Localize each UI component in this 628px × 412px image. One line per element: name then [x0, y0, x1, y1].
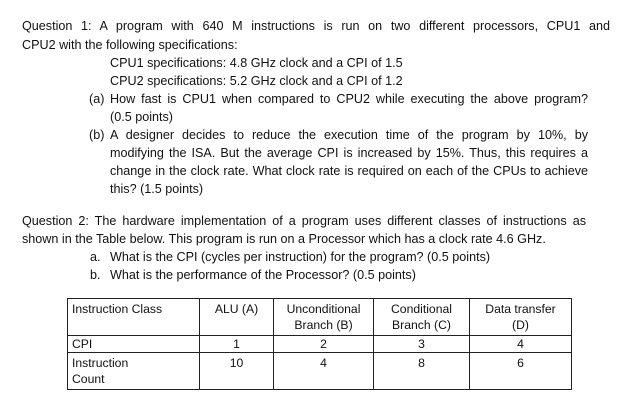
cell-count-unconditional: 4 [274, 353, 374, 390]
row-label-instruction-count: Instruction Count [68, 353, 200, 390]
q1-intro-line-1: Question 1: A program with 640 M instructions is run on two different processors, CPU1 and [22, 19, 610, 33]
cell-count-alu: 10 [200, 353, 274, 390]
header-conditional-branch: Conditional Branch (C) [374, 299, 470, 336]
cell-count-conditional: 8 [374, 353, 470, 390]
q1-spec-cpu1: CPU1 specifications: 4.8 GHz clock and a CPI of 1.5 [110, 56, 403, 70]
instruction-class-table [67, 298, 572, 390]
q1-part-b-line-3: change in the clock rate. What clock rate is required on each of the CPUs to achieve [110, 164, 588, 178]
header-alu: ALU (A) [200, 299, 274, 336]
cell-cpi-alu: 1 [200, 336, 274, 353]
row-label-cpi: CPI [68, 336, 200, 353]
q2-intro-line-1: Question 2: The hardware implementation of a program uses different classes of instructions as [22, 214, 586, 228]
q1-part-a-line-2: (0.5 points) [110, 110, 173, 124]
q2-part-a-text: What is the CPI (cycles per instruction) for the program? (0.5 points) [110, 250, 491, 264]
table-header-row [68, 299, 572, 336]
q1-spec-cpu2: CPU2 specifications: 5.2 GHz clock and a CPI of 1.2 [110, 74, 403, 88]
header-instruction-class: Instruction Class [68, 299, 200, 336]
q1-part-b-line-1: A designer decides to reduce the execution time of the program by 10%, by [110, 128, 588, 142]
table-row [68, 353, 572, 390]
q1-intro-line-2: CPU2 with the following specifications: [22, 38, 238, 52]
q2-part-b-text: What is the performance of the Processor? (0.5 points) [110, 268, 416, 282]
q1-part-b-marker: (b) [89, 128, 105, 142]
header-unconditional-branch: Unconditional Branch (B) [274, 299, 374, 336]
table-row [68, 336, 572, 353]
q1-part-b-line-2: modifying the ISA. But the average CPI is increased by 15%. Thus, this requires a [110, 146, 588, 160]
q2-part-a-marker: a. [90, 250, 101, 264]
cell-cpi-data-transfer: 4 [470, 336, 572, 353]
cell-cpi-unconditional: 2 [274, 336, 374, 353]
q1-part-b-line-4: this? (1.5 points) [110, 182, 204, 196]
q2-intro-line-2: shown in the Table below. This program is run on a Processor which has a clock rate 4.6 GHz. [22, 232, 546, 246]
q1-part-a-marker: (a) [89, 92, 105, 106]
header-data-transfer: Data transfer (D) [470, 299, 572, 336]
cell-count-data-transfer: 6 [470, 353, 572, 390]
cell-cpi-conditional: 3 [374, 336, 470, 353]
q2-part-b-marker: b. [90, 268, 101, 282]
q1-part-a-line-1: How fast is CPU1 when compared to CPU2 while executing the above program? [110, 92, 588, 106]
